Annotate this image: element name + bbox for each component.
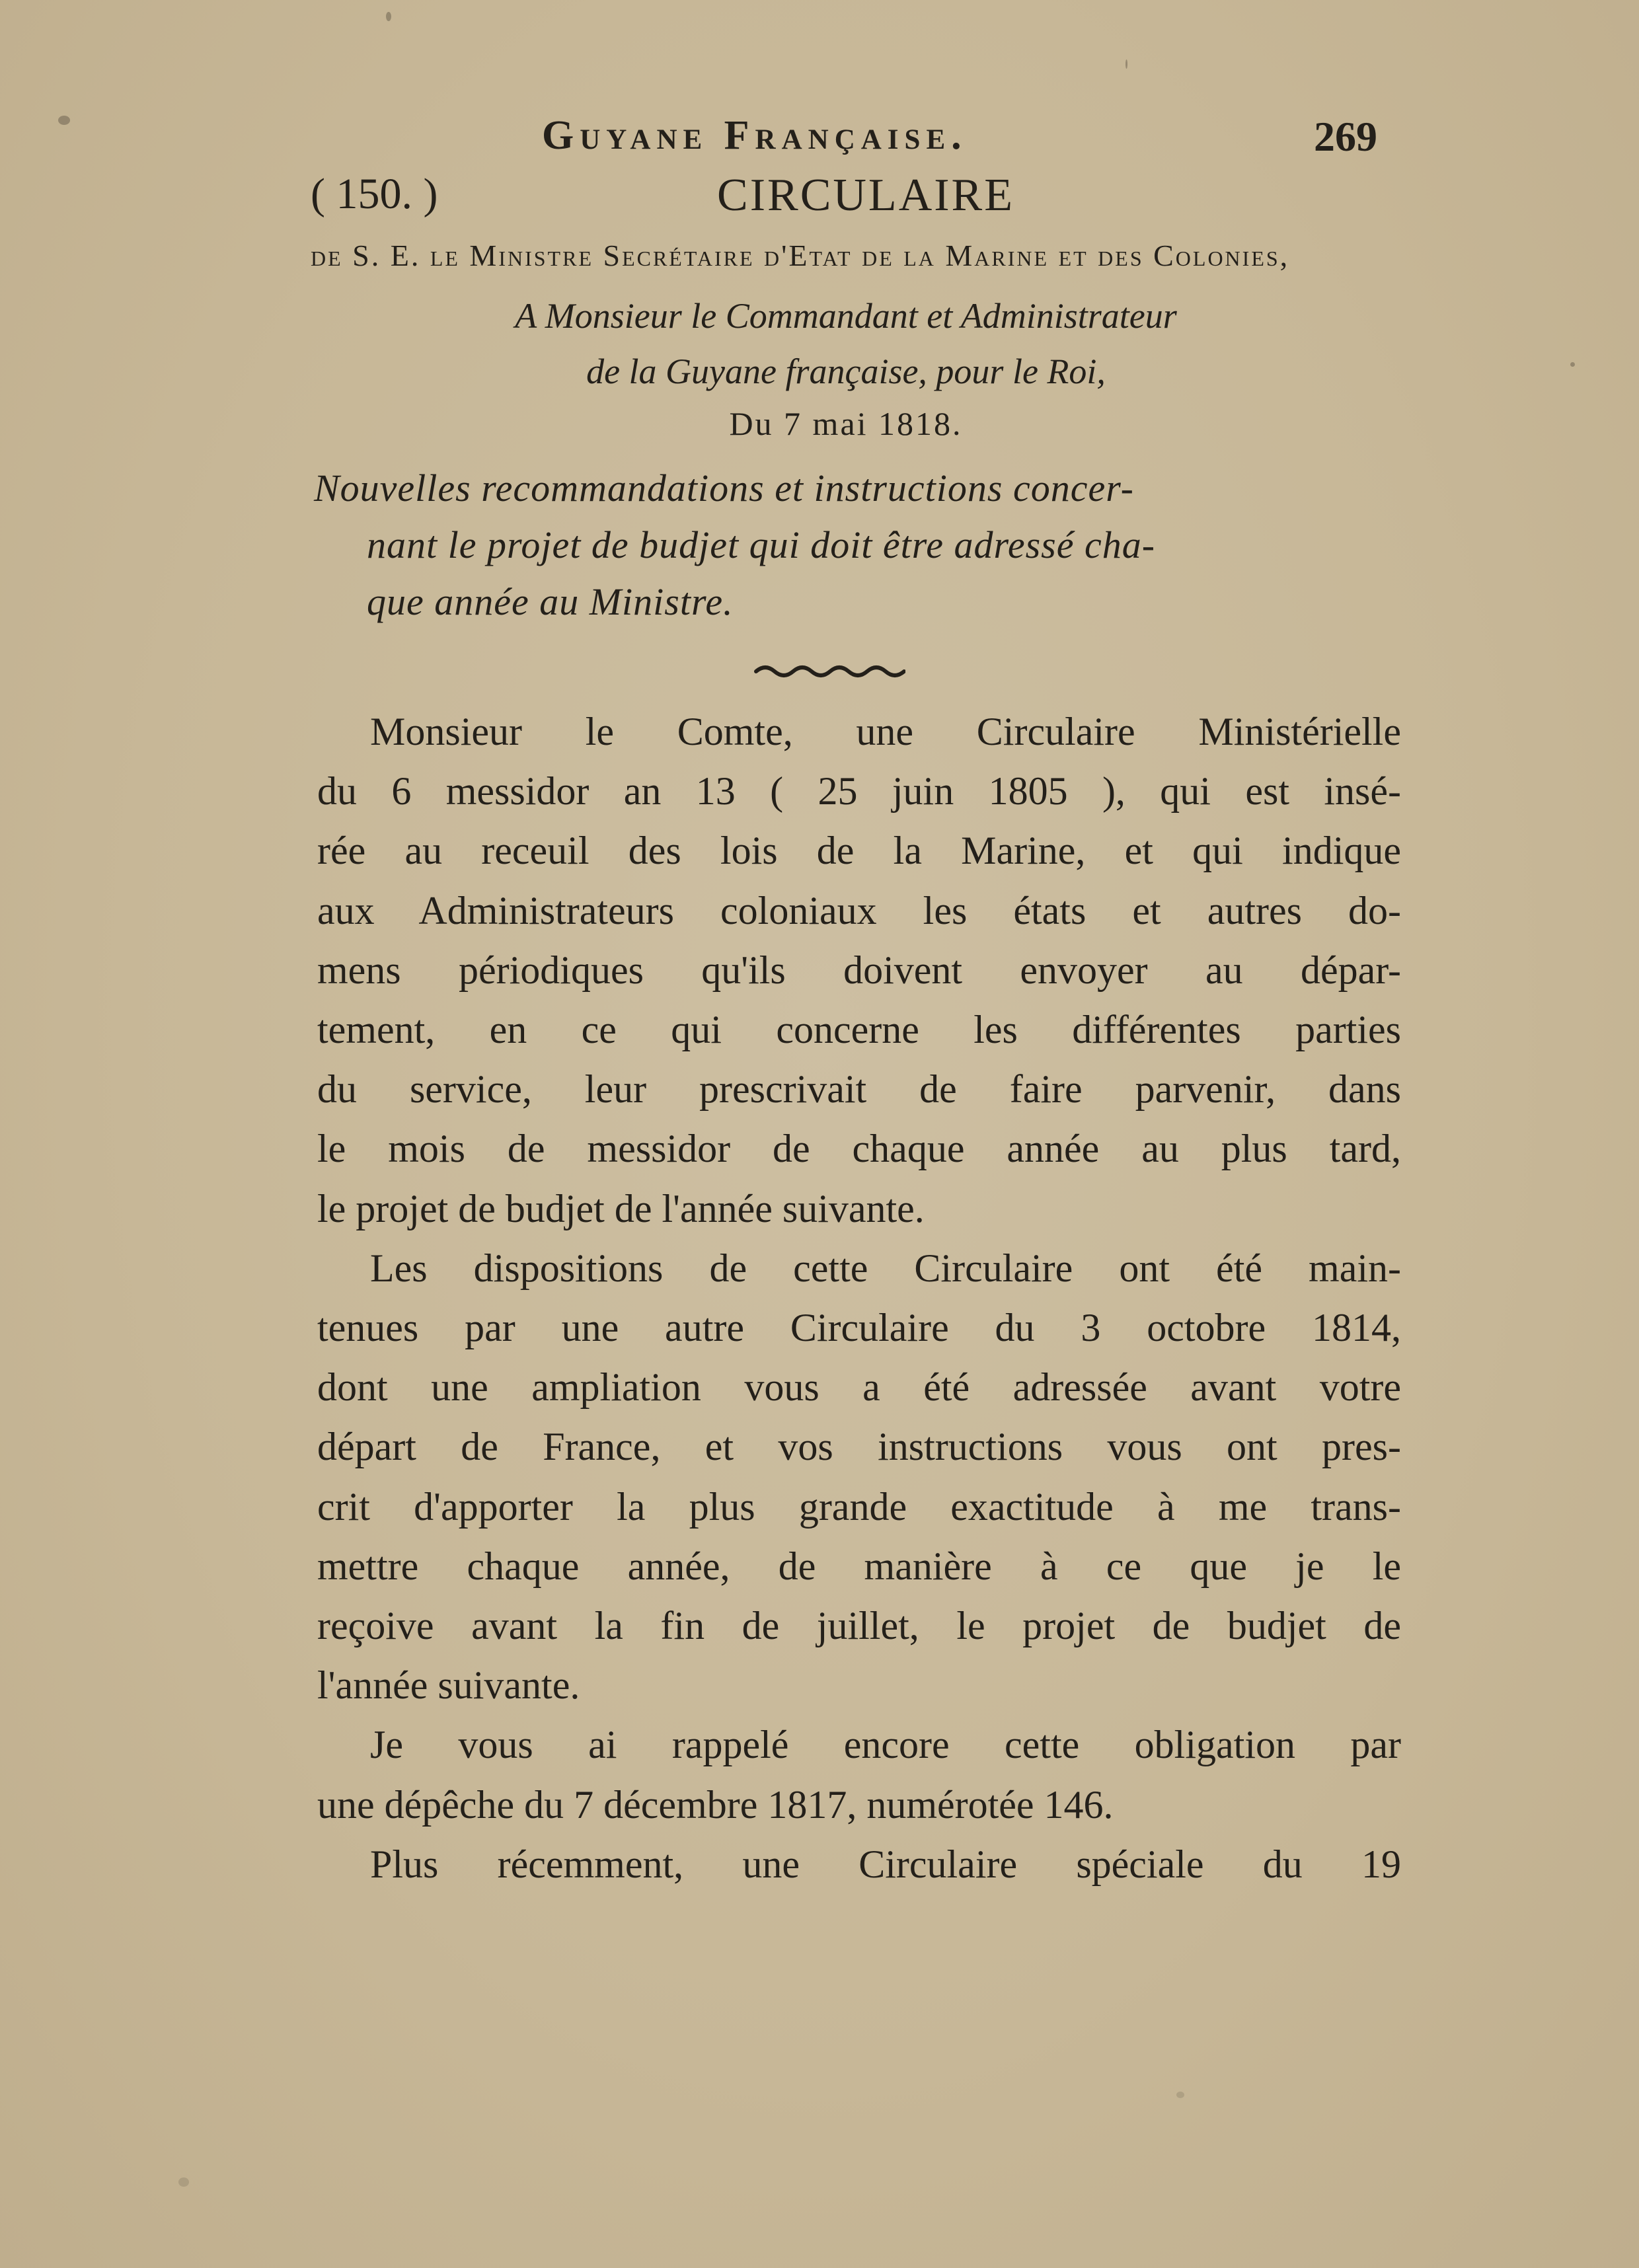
body-line: mettre chaque année, de manière à ce que je le: [317, 1544, 1401, 1588]
body-line: Monsieur le Comte, une Circulaire Ministérielle: [370, 710, 1401, 753]
body-line: crit d'apporter la plus grande exactitude à me trans-: [317, 1484, 1401, 1529]
body-line: Les dispositions de cette Circulaire ont été main-: [370, 1246, 1401, 1290]
body-line: aux Administrateurs coloniaux les états et autres do-: [317, 888, 1401, 932]
wave-ornament: [753, 661, 905, 681]
body-line: une dépêche du 7 décembre 1817, numérotée 146.: [317, 1782, 1114, 1827]
body-line: du 6 messidor an 13 ( 25 juin 1805 ), qui est insé-: [317, 769, 1401, 813]
addressee-line: de la Guyane française, pour le Roi,: [586, 352, 1106, 391]
body-line: l'année suivante.: [317, 1663, 580, 1708]
paper-speck: [1570, 362, 1575, 367]
page-number: 269: [1314, 113, 1377, 160]
summary-line: Nouvelles recommandations et instructions concer-: [314, 467, 1134, 510]
addressee-line: A Monsieur le Commandant et Administrateur: [515, 296, 1177, 336]
paper-speck: [386, 12, 391, 21]
body-line: Je vous ai rappelé encore cette obligation par: [370, 1723, 1401, 1767]
body-text: [317, 702, 1401, 1894]
issuer-line: de S. E. le Ministre Secrétaire d'Etat de la Marine et des Colonies,: [311, 239, 1290, 272]
summary-block: [314, 460, 1398, 630]
body-line: dont une ampliation vous a été adressée avant votre: [317, 1365, 1401, 1410]
document-date: Du 7 mai 1818.: [729, 405, 963, 442]
document-number: ( 150. ): [311, 170, 438, 218]
body-line: reçoive avant la fin de juillet, le projet de budjet de: [317, 1604, 1401, 1648]
summary-line: que année au Ministre.: [367, 580, 734, 623]
addressee-block: [311, 288, 1381, 399]
body-line: départ de France, et vos instructions vous ont pres-: [317, 1425, 1401, 1469]
paper-speck: [1176, 2092, 1184, 2098]
body-line: rée au receuil des lois de la Marine, et qui indique: [317, 829, 1401, 873]
paper-speck: [1125, 59, 1127, 69]
paper-speck: [178, 2177, 189, 2187]
running-title: Guyane Française.: [542, 113, 968, 158]
body-line: tenues par une autre Circulaire du 3 octobre 1814,: [317, 1306, 1401, 1350]
body-line: le projet de budjet de l'année suivante.: [317, 1186, 925, 1230]
summary-line: nant le projet de budjet qui doit être adressé cha-: [367, 523, 1156, 566]
body-line: mens périodiques qu'ils doivent envoyer au dépar-: [317, 948, 1401, 992]
body-line: du service, leur prescrivait de faire parvenir, dans: [317, 1067, 1401, 1112]
document-kind-heading: CIRCULAIRE: [717, 170, 1014, 221]
body-line: tement, en ce qui concerne les différentes parties: [317, 1008, 1401, 1052]
paper-speck: [58, 116, 70, 125]
body-line: le mois de messidor de chaque année au plus tard,: [317, 1127, 1401, 1171]
body-line: Plus récemment, une Circulaire spéciale du 19: [370, 1842, 1401, 1886]
